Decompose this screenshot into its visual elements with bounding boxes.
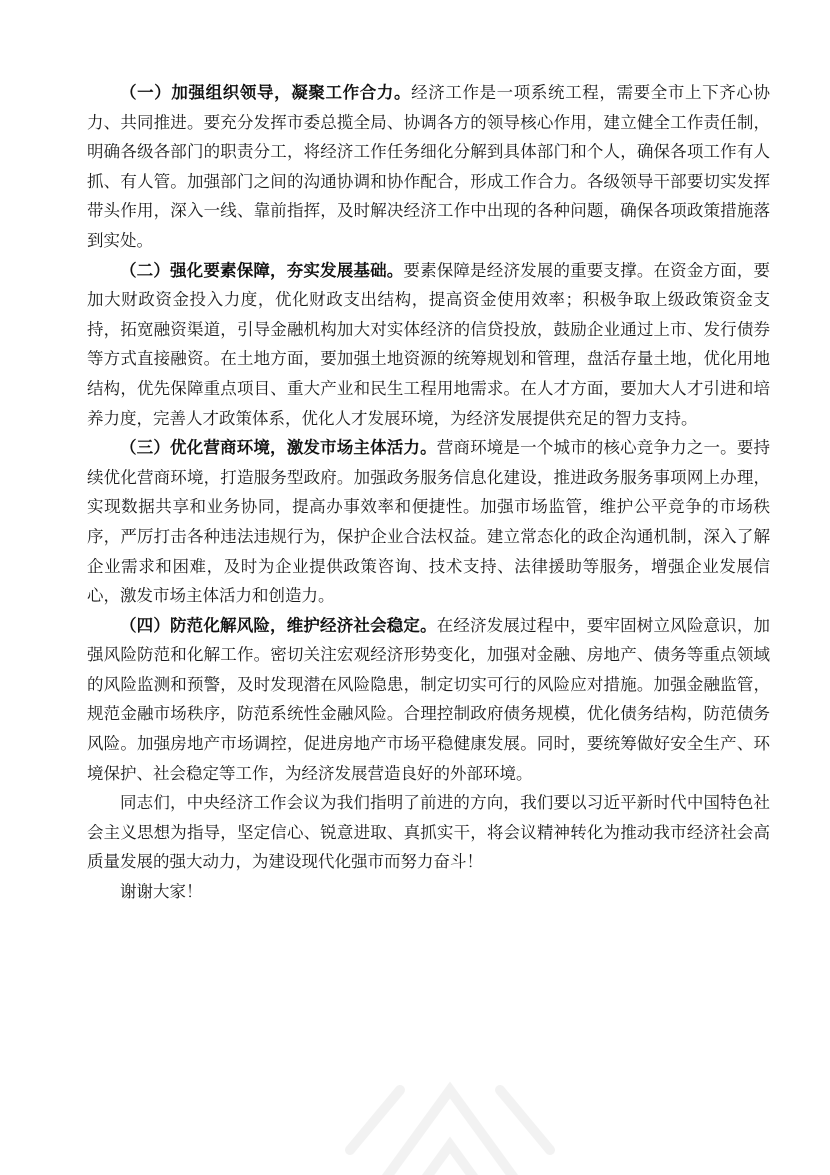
paragraph-heading: （二）强化要素保障，夯实发展基础。: [120, 260, 404, 280]
paragraph-1: [87, 78, 770, 256]
paragraph-text: 经济工作是一项系统工程，需要全市上下齐心协力、共同推进。要充分发挥市委总揽全局、协调各方的领导核心作用，建立健全工作责任制，明确各级各部门的职责分工，将经济工作任务细化分解到具体部门和个人，确保各项工作有人抓、有人管。加强部门之间的沟通协调和协作配合，形成工作合力。各级领导干部要切实发挥带头作用，深入一线、靠前指挥，及时解决经济工作中出现的各种问题，确保各项政策措施落到实处。: [87, 83, 771, 250]
paragraph-2: [87, 256, 770, 434]
paragraph-text: 谢谢大家！: [120, 882, 203, 902]
paragraph-text: 在经济发展过程中，要牢固树立风险意识，加强风险防范和化解工作。密切关注宏观经济形势变化，加强对金融、房地产、债务等重点领域的风险监测和预警，及时发现潜在风险隐患，制定切实可行的风险应对措施。加强金融监管，规范金融市场秩序，防范系统性金融风险。合理控制政府债务规模，优化债务结构，防范债务风险。加强房地产市场调控，促进房地产市场平稳健康发展。同时，要统筹做好安全生产、环境保护、社会稳定等工作，为经济发展营造良好的外部环境。: [87, 615, 771, 783]
paragraph-heading: （四）防范化解风险，维护经济社会稳定。: [120, 615, 437, 635]
paragraph-3: [87, 433, 770, 611]
paragraph-text: 要素保障是经济发展的重要支撑。在资金方面，要加大财政资金投入力度，优化财政支出结构，提高资金使用效率；积极争取上级政策资金支持，拓宽融资渠道，引导金融机构加大对实体经济的信贷投放，鼓励企业通过上市、发行债券等方式直接融资。在土地方面，要加强土地资源的统筹规划和管理，盘活存量土地，优化用地结构，优先保障重点项目、重大产业和民生工程用地需求。在人才方面，要加大人才引进和培养力度，完善人才政策体系，优化人才发展环境，为经济发展提供充足的智力支持。: [87, 260, 771, 428]
watermark-logo-icon: [330, 1030, 570, 1175]
document-body: [87, 78, 770, 907]
paragraph-heading: （三）优化营商环境，激发市场主体活力。: [120, 438, 437, 458]
closing-paragraph: [87, 788, 770, 877]
paragraph-4: [87, 611, 770, 789]
thanks-paragraph: [87, 877, 770, 907]
paragraph-text: 同志们，中央经济工作会议为我们指明了前进的方向，我们要以习近平新时代中国特色社会主义思想为指导，坚定信心、锐意进取、真抓实干，将会议精神转化为推动我市经济社会高质量发展的强大动力，为建设现代化强市而努力奋斗！: [87, 793, 770, 872]
paragraph-heading: （一）加强组织领导，凝聚工作合力。: [120, 83, 412, 102]
paragraph-text: 营商环境是一个城市的核心竞争力之一。要持续优化营商环境，打造服务型政府。加强政务服务信息化建设，推进政务服务事项网上办理，实现数据共享和业务协同，提高办事效率和便捷性。加强市场监管，维护公平竞争的市场秩序，严厉打击各种违法违规行为，保护企业合法权益。建立常态化的政企沟通机制，深入了解企业需求和困难，及时为企业提供政策咨询、技术支持、法律援助等服务，增强企业发展信心，激发市场主体活力和创造力。: [87, 438, 771, 606]
